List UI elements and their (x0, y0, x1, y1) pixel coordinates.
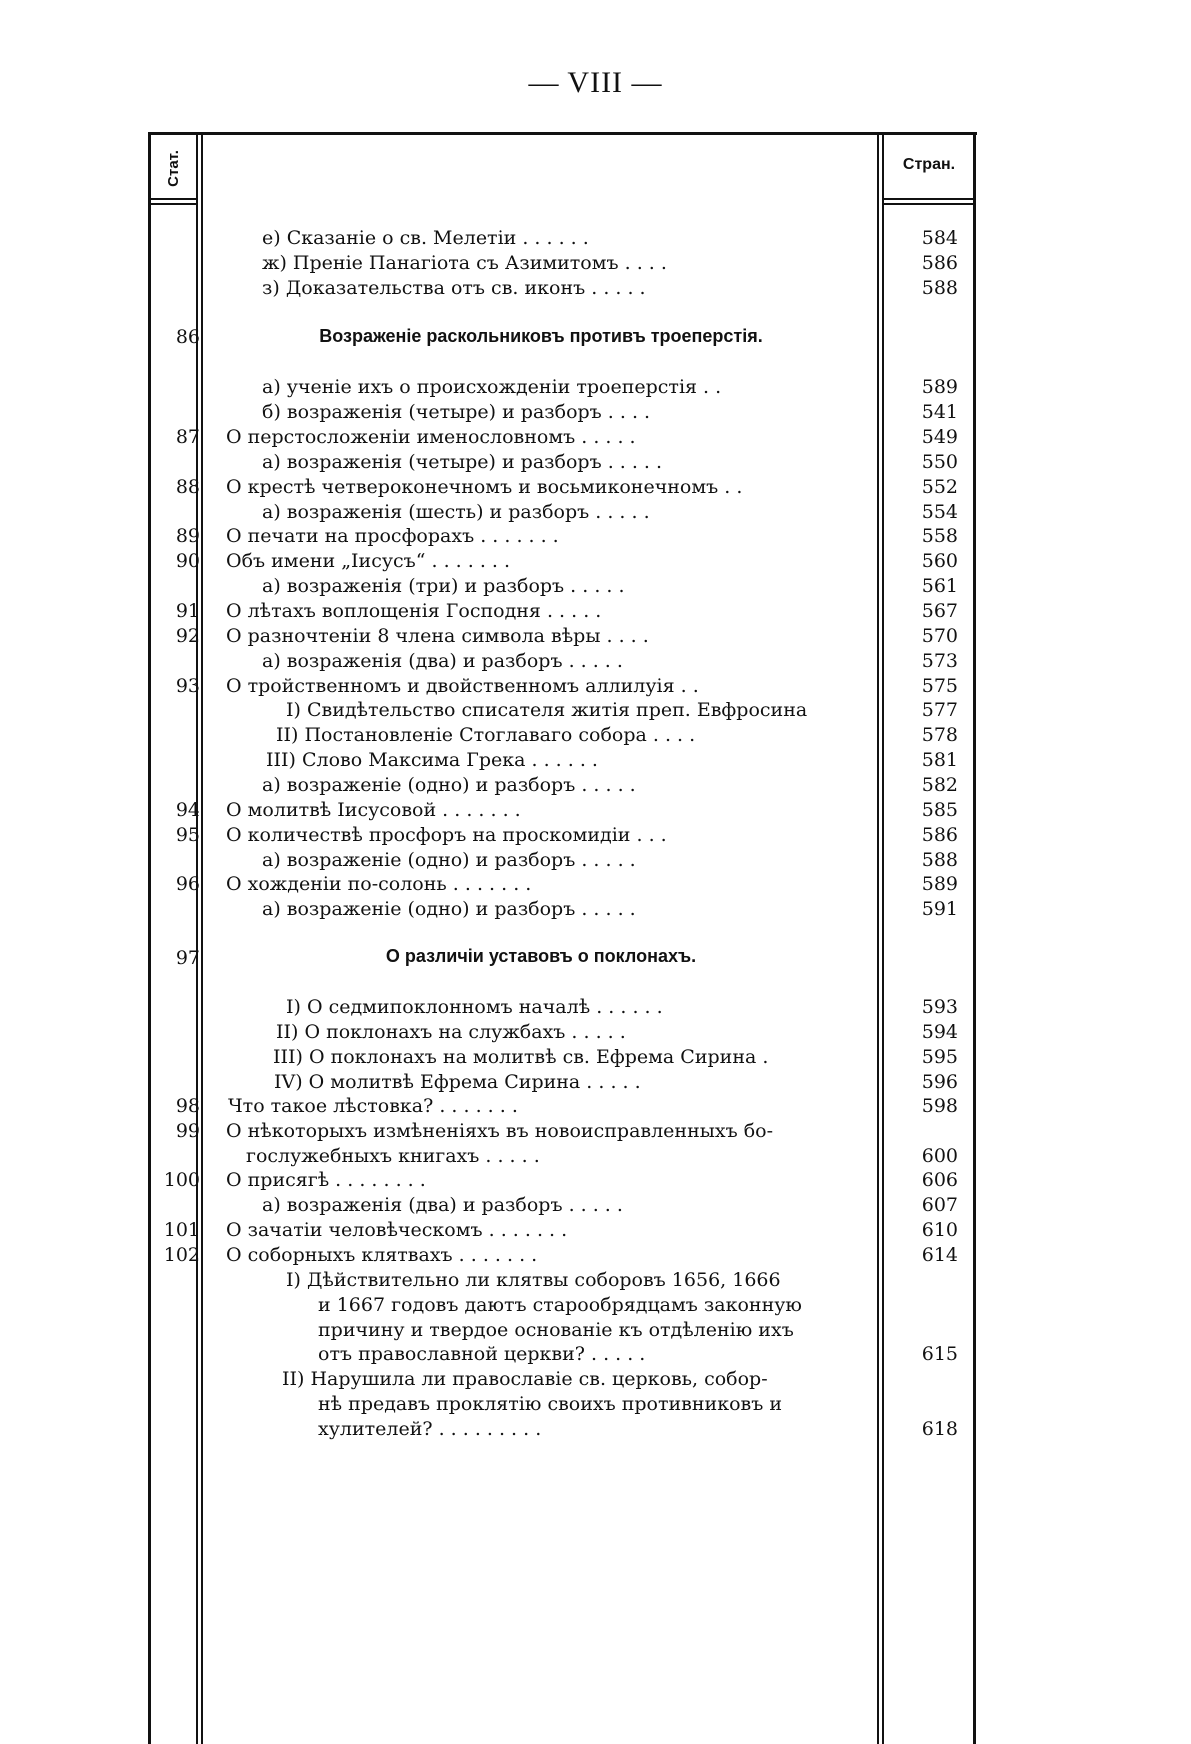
toc-row (0, 723, 1191, 748)
entry-title: б) возраженія (четыре) и разборъ . . . . (262, 401, 651, 423)
column-header-stat (154, 140, 192, 196)
page-ref: 589 (921, 376, 958, 398)
toc-row (0, 1070, 1191, 1095)
entry-title: О перстосложеніи именословномъ . . . . . (226, 426, 636, 448)
toc-row (0, 1268, 1191, 1293)
toc-row (0, 748, 1191, 773)
article-number: 101 (163, 1219, 200, 1241)
right-border (973, 132, 976, 1744)
entry-title: хулителей? . . . . . . . . . (318, 1418, 542, 1440)
toc-row (0, 698, 1191, 723)
entry-title: О количествѣ просфоръ на проскомидіи . . . (226, 824, 667, 846)
toc-row (0, 674, 1191, 699)
entry-title: а) возраженіе (одно) и разборъ . . . . . (262, 898, 636, 920)
toc-row (0, 848, 1191, 873)
entry-title: I) Свидѣтельство списателя житія преп. Евфросина (286, 699, 808, 721)
entry-title: О печати на просфорахъ . . . . . . . (226, 525, 559, 547)
toc-row (0, 1094, 1191, 1119)
page-ref: 594 (921, 1021, 958, 1043)
column-header-stat-label: Стат. (164, 149, 182, 187)
entry-title: е) Сказаніе о св. Мелетіи . . . . . . (262, 227, 589, 249)
entry-title: а) возраженіе (одно) и разборъ . . . . . (262, 774, 636, 796)
toc-row (0, 251, 1191, 276)
page-ref: 567 (921, 600, 958, 622)
toc-row (0, 524, 1191, 549)
entry-title: а) возраженія (два) и разборъ . . . . . (262, 1194, 623, 1216)
toc-row (0, 798, 1191, 823)
toc-row (0, 897, 1191, 922)
toc-row (0, 872, 1191, 897)
stat-column-divider (196, 132, 198, 1744)
page-ref: 606 (921, 1169, 958, 1191)
article-number: 94 (175, 799, 200, 821)
entry-title: а) возраженія (три) и разборъ . . . . . (262, 575, 625, 597)
article-number: 99 (175, 1120, 200, 1142)
toc-row (0, 1243, 1191, 1268)
page-ref: 600 (921, 1145, 958, 1167)
toc-row (0, 823, 1191, 848)
entry-title: а) ученіе ихъ о происхожденіи троеперстія . . (262, 376, 722, 398)
page-ref: 549 (921, 426, 958, 448)
toc-row (0, 1119, 1191, 1144)
toc-row (0, 226, 1191, 251)
entry-title: II) Постановленіе Стоглаваго собора . . . . (276, 724, 696, 746)
entry-title: О хожденіи по-солонь . . . . . . . (226, 873, 532, 895)
toc-row (0, 1293, 1191, 1318)
page-number: — VIII — (528, 66, 663, 99)
entry-title: I) О седмипоклонномъ началѣ . . . . . . (286, 996, 663, 1018)
toc-row (0, 276, 1191, 301)
entry-title: а) возраженія (два) и разборъ . . . . . (262, 650, 623, 672)
page-ref: 570 (921, 625, 958, 647)
page-ref: 575 (921, 675, 958, 697)
toc-row (0, 549, 1191, 574)
column-header-page: Стран. (902, 156, 956, 173)
page-ref: 610 (921, 1219, 958, 1241)
page-ref: 615 (921, 1343, 958, 1365)
page-ref: 560 (921, 550, 958, 572)
article-number: 90 (175, 550, 200, 572)
toc-row (0, 400, 1191, 425)
toc-row (0, 500, 1191, 525)
header-rule-right (882, 198, 974, 200)
page-column-divider-inner (882, 132, 884, 1744)
toc-row (0, 1417, 1191, 1442)
page-ref: 618 (921, 1418, 958, 1440)
page-ref: 554 (921, 501, 958, 523)
toc-row (0, 450, 1191, 475)
page-ref: 588 (921, 277, 958, 299)
article-number: 93 (175, 675, 200, 697)
page-ref: 586 (921, 824, 958, 846)
entry-title: и 1667 годовъ даютъ старообрядцамъ законную (318, 1294, 802, 1316)
entry-title: Объ имени „Іисусъ“ . . . . . . . (226, 550, 511, 572)
page-ref: 577 (921, 699, 958, 721)
entry-title: нѣ предавъ проклятію своихъ противниковъ и (318, 1393, 782, 1415)
entry-title: О соборныхъ клятвахъ . . . . . . . (226, 1244, 538, 1266)
page-ref: 614 (921, 1244, 958, 1266)
entry-title: III) О поклонахъ на молитвѣ св. Ефрема Сирина . (273, 1046, 769, 1068)
page-ref: 550 (921, 451, 958, 473)
toc-row (0, 1392, 1191, 1417)
toc-row (0, 375, 1191, 400)
article-number: 100 (163, 1169, 200, 1191)
entry-title: а) возраженіе (одно) и разборъ . . . . . (262, 849, 636, 871)
toc-row (0, 649, 1191, 674)
page-ref: 588 (921, 849, 958, 871)
article-number: 86 (175, 326, 200, 348)
entry-title: отъ православной церкви? . . . . . (318, 1343, 646, 1365)
page-ref: 552 (921, 476, 958, 498)
toc-row (0, 599, 1191, 624)
entry-title: II) Нарушила ли православіе св. церковь, собор- (282, 1368, 768, 1390)
page-ref: 558 (921, 525, 958, 547)
toc-row (0, 1020, 1191, 1045)
entry-title: О молитвѣ Іисусовой . . . . . . . (226, 799, 521, 821)
toc-row (0, 425, 1191, 450)
toc-row (0, 773, 1191, 798)
entry-title: О разночтеніи 8 члена символа вѣры . . . . (226, 625, 649, 647)
entry-title: IV) О молитвѣ Ефрема Сирина . . . . . (274, 1071, 641, 1093)
page-ref: 581 (921, 749, 958, 771)
entry-title: О крестѣ четвероконечномъ и восьмиконечномъ . . (226, 476, 743, 498)
entry-title: причину и твердое основаніе къ отдѣленію ихъ (318, 1319, 794, 1341)
toc-row (0, 624, 1191, 649)
entry-title: а) возраженія (шесть) и разборъ . . . . . (262, 501, 650, 523)
article-number: 96 (175, 873, 200, 895)
article-number: 89 (175, 525, 200, 547)
entry-title: О тройственномъ и двойственномъ аллилуія . . (226, 675, 699, 697)
page-ref: 541 (921, 401, 958, 423)
entry-title: а) возраженія (четыре) и разборъ . . . . . (262, 451, 663, 473)
page-ref: 584 (921, 227, 958, 249)
toc-row (0, 1193, 1191, 1218)
page-ref: 598 (921, 1095, 958, 1117)
entry-title: з) Доказательства отъ св. иконъ . . . . . (262, 277, 646, 299)
section-heading: Возраженіе раскольниковъ противъ троеперстія. (319, 326, 763, 346)
toc-row (0, 475, 1191, 500)
toc-row (0, 1342, 1191, 1367)
page-ref: 589 (921, 873, 958, 895)
article-number: 88 (175, 476, 200, 498)
page-column-divider (877, 132, 879, 1744)
page-ref: 596 (921, 1071, 958, 1093)
page-ref: 578 (921, 724, 958, 746)
entry-title: О зачатіи человѣческомъ . . . . . . . (226, 1219, 568, 1241)
toc-row (0, 1168, 1191, 1193)
entry-title: О присягѣ . . . . . . . . (226, 1169, 426, 1191)
toc-row (0, 1144, 1191, 1169)
header-rule-right-2 (882, 203, 974, 205)
header-rule-left (150, 198, 198, 200)
article-number: 91 (175, 600, 200, 622)
page-ref: 586 (921, 252, 958, 274)
entry-title: Что такое лѣстовка? . . . . . . . (228, 1095, 518, 1117)
entry-title: I) Дѣйствительно ли клятвы соборовъ 1656, 1666 (286, 1269, 781, 1291)
page-ref: 607 (921, 1194, 958, 1216)
toc-row (0, 1218, 1191, 1243)
toc-row (0, 1367, 1191, 1392)
page-ref: 582 (921, 774, 958, 796)
article-number: 92 (175, 625, 200, 647)
page-ref: 561 (921, 575, 958, 597)
page-ref: 595 (921, 1046, 958, 1068)
header-rule-left-2 (150, 203, 198, 205)
article-number: 98 (175, 1095, 200, 1117)
article-number: 95 (175, 824, 200, 846)
toc-row (0, 995, 1191, 1020)
entry-title: III) Слово Максима Грека . . . . . . (266, 749, 598, 771)
toc-row (0, 1045, 1191, 1070)
entry-title: II) О поклонахъ на службахъ . . . . . (276, 1021, 626, 1043)
left-border (148, 132, 151, 1744)
entry-title: О нѣкоторыхъ измѣненіяхъ въ новоисправленныхъ бо- (226, 1120, 773, 1142)
toc-row (0, 1318, 1191, 1343)
article-number: 87 (175, 426, 200, 448)
table-top-border (148, 132, 977, 135)
article-number: 97 (175, 947, 200, 969)
stat-column-divider-inner (201, 132, 203, 1744)
entry-title: гослужебныхъ книгахъ . . . . . (246, 1145, 540, 1167)
page-ref: 593 (921, 996, 958, 1018)
section-heading: О различіи уставовъ о поклонахъ. (385, 946, 697, 966)
article-number: 102 (163, 1244, 200, 1266)
page-ref: 591 (921, 898, 958, 920)
entry-title: О лѣтахъ воплощенія Господня . . . . . (226, 600, 602, 622)
toc-row (0, 574, 1191, 599)
entry-title: ж) Преніе Панагіота съ Азимитомъ . . . . (262, 252, 667, 274)
page-ref: 573 (921, 650, 958, 672)
page-ref: 585 (921, 799, 958, 821)
